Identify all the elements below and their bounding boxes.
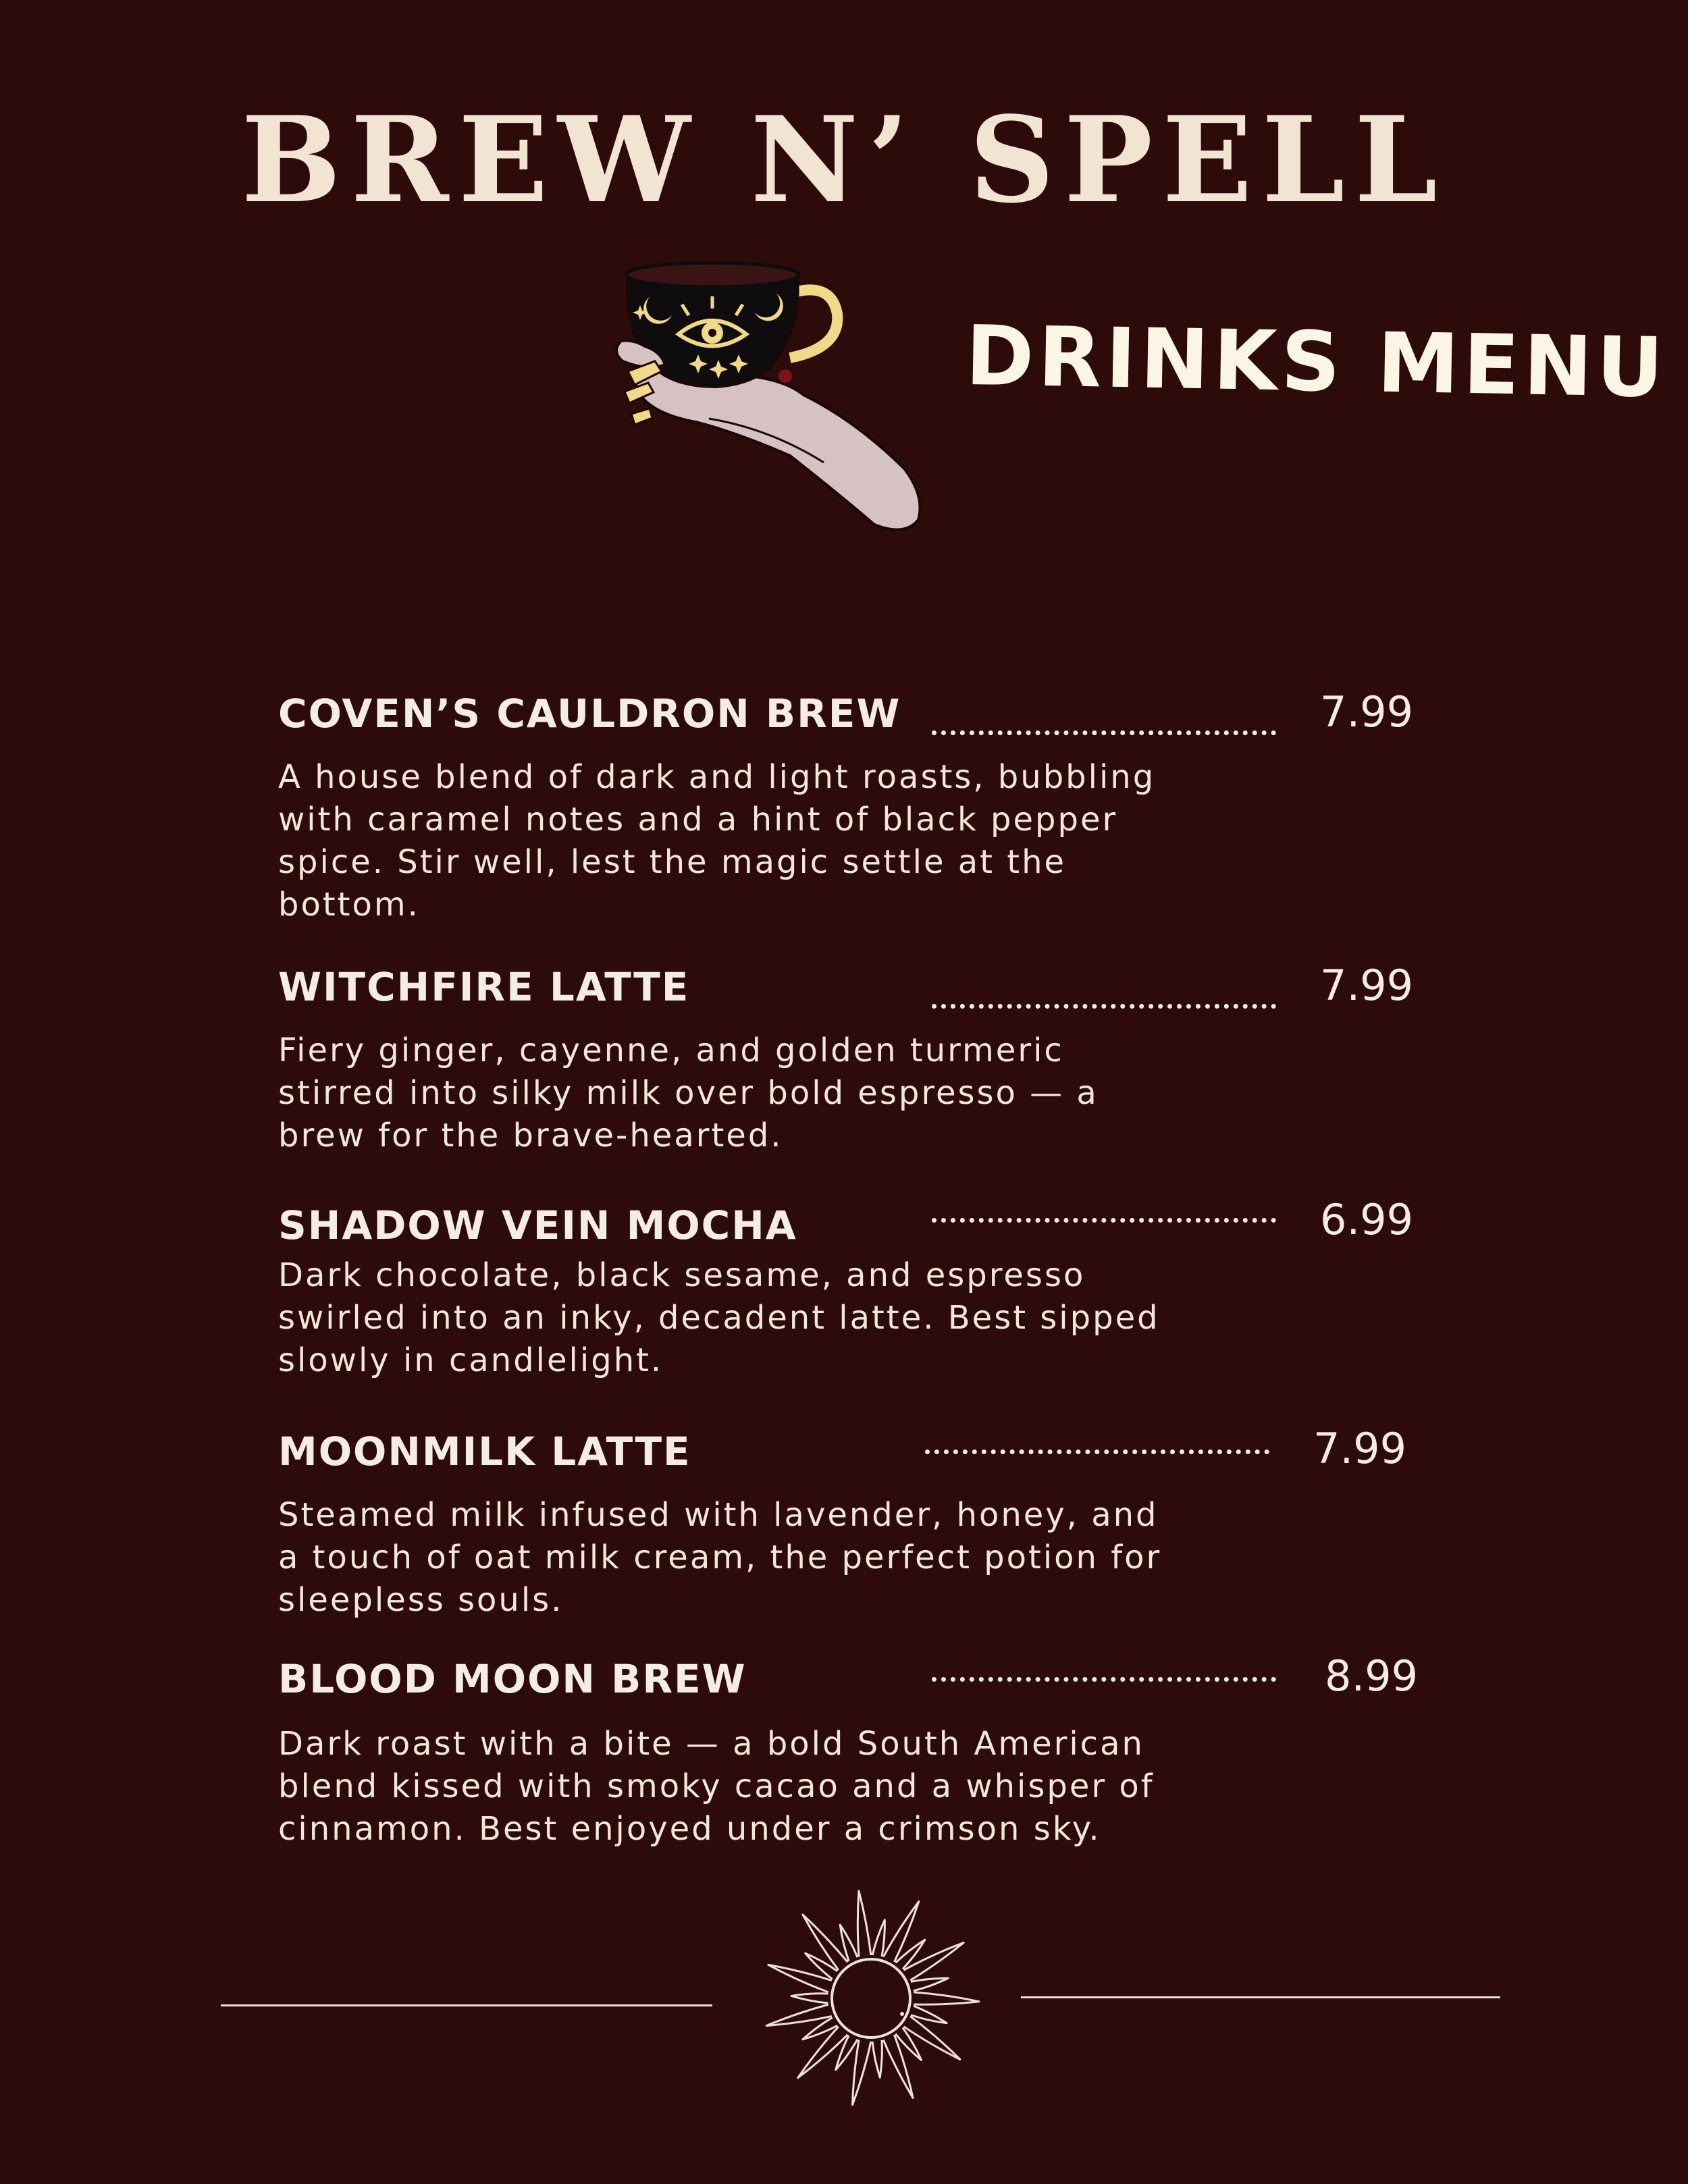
dotted-leader [932,730,1276,735]
menu-item [0,1651,1688,1916]
sun-ray [914,1992,979,2004]
menu-item [0,1195,1688,1462]
menu-item-description: Dark roast with a bite — a bold South American blend kissed with smoky cacao and a whisper of cinnamon. Best enjoyed under a crimson sky. [278,1725,1155,1848]
sun-ray [852,2040,870,2104]
sun-ray [858,1891,871,1957]
menu-subtitle: DRINKS MENU [964,307,1668,417]
menu-item-name: COVEN’S CAULDRON BREW [278,691,901,737]
sun-ray [883,2035,913,2098]
hand-holding-cup-illustration [608,260,932,550]
menu-item-price: 6.99 [1320,1195,1414,1244]
page-title: BREW N’ SPELL [241,91,1447,230]
sun-ray [872,1920,885,1956]
sun-ray [895,2028,921,2060]
menu-item-price: 7.99 [1313,1424,1407,1473]
menu-item-description: A house blend of dark and light roasts, bubbling with caramel notes and a hint of black pepper spice. Stir well, lest the magic settle at the bottom. [278,758,1156,924]
sun-ray [806,1953,838,1979]
menu-item-name: SHADOW VEIN MOCHA [278,1202,797,1248]
menu-item-description: Fiery ginger, cayenne, and golden turmeric stirred into silky milk over bold espresso — a brew for the brave-hearted. [278,1032,1099,1154]
menu-item-price: 7.99 [1320,961,1414,1010]
menu-item-name: BLOOD MOON BREW [278,1656,747,1702]
sun-ray [791,1994,828,2003]
sun-ray [883,1902,919,1963]
menu-item [0,961,1688,1224]
menu-item-description: Dark chocolate, black sesame, and espresso swirled into an inky, decadent latte. Best sipped slowly in candlelight. [278,1256,1160,1379]
sun-ray [911,1978,948,1991]
sun-ray [803,1915,847,1970]
dotted-leader [932,1004,1276,1009]
menu-item-description: Steamed milk infused with lavender, honey, and a touch of oat milk cream, the perfect potion for sleepless souls. [278,1496,1162,1619]
sun-ray [768,1965,832,1992]
menu-item-name: MOONMILK LATTE [278,1429,691,1474]
dotted-leader [932,1218,1276,1223]
sun-ray [798,2027,848,2078]
dotted-leader [932,1677,1276,1682]
divider-right [1021,1996,1500,1998]
sun-ray [872,2040,882,2077]
dotted-leader [925,1449,1269,1454]
divider-left [221,2004,712,2006]
menu-item-name: WITCHFIRE LATTE [278,964,690,1010]
menu-item [0,1424,1688,1688]
menu-item-price: 8.99 [1325,1651,1419,1701]
sun-ray [766,2004,832,2025]
sun-ray [836,2035,858,2070]
sun-icon [760,1887,982,2110]
sun-ray [895,1940,925,1969]
menu-item-price: 7.99 [1320,687,1414,737]
menu-item [0,687,1688,951]
